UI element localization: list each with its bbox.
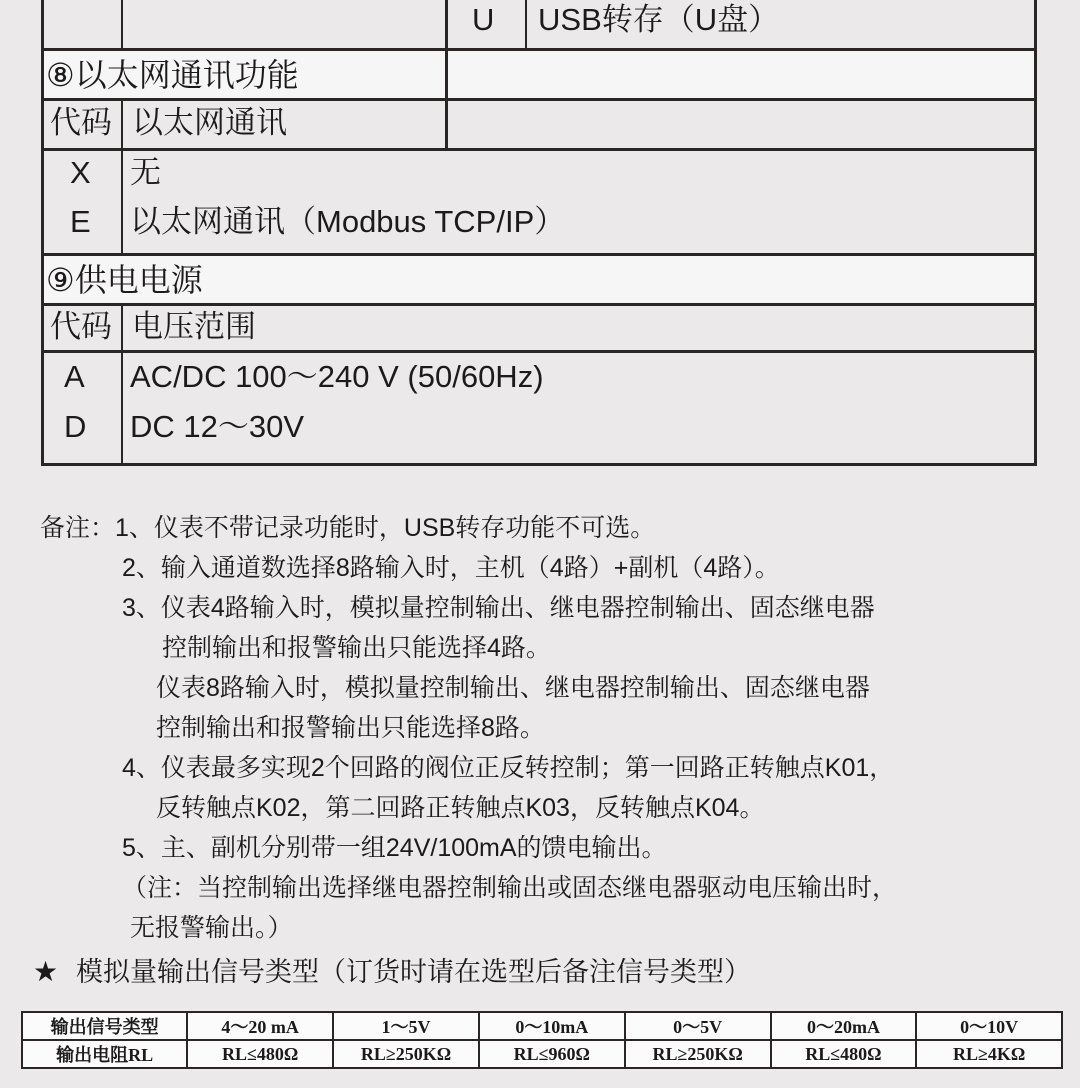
table-cell: 0～10V <box>916 1012 1062 1040</box>
table-header-cell: 输出电阻RL <box>22 1040 187 1068</box>
note-line: 4、仪表最多实现2个回路的阀位正反转控制；第一回路正转触点K01， <box>122 754 895 782</box>
table-cell: RL≤960Ω <box>479 1040 625 1068</box>
table-row <box>22 1040 1062 1068</box>
table-header-cell: 输出信号类型 <box>22 1012 187 1040</box>
section8-option-label: 以太网通讯（Modbus TCP/IP） <box>130 204 566 239</box>
section9-col-code: 代码 <box>50 309 112 344</box>
table-cell: RL≥4KΩ <box>916 1040 1062 1068</box>
top-row-label: USB转存（U盘） <box>538 2 780 37</box>
note-line: 控制输出和报警输出只能选择8路。 <box>156 714 545 742</box>
section9-option-code: D <box>64 409 87 444</box>
table-row <box>22 1012 1062 1040</box>
section9-title: ⑨供电电源 <box>46 262 203 298</box>
top-row-code: U <box>472 2 495 37</box>
note-line: 仪表8路输入时，模拟量控制输出、继电器控制输出、固态继电器 <box>156 674 870 702</box>
section9-col-name: 电压范围 <box>132 309 256 344</box>
table-cell: 4～20 mA <box>187 1012 333 1040</box>
table-cell: 0～10mA <box>479 1012 625 1040</box>
note-line: 反转触点K02，第二回路正转触点K03，反转触点K04。 <box>156 794 765 822</box>
note-line: （注：当控制输出选择继电器控制输出或固态继电器驱动电压输出时， <box>122 874 898 902</box>
table-cell: RL≤480Ω <box>771 1040 917 1068</box>
signal-table <box>21 1011 1063 1069</box>
analog-section-title: 模拟量输出信号类型（订货时请在选型后备注信号类型） <box>76 957 751 987</box>
table-cell: 0～5V <box>625 1012 771 1040</box>
note-line: 5、主、副机分别带一组24V/100mA的馈电输出。 <box>122 834 667 862</box>
section9-option-label: DC 12～30V <box>130 409 305 444</box>
note-line: 3、仪表4路输入时，模拟量控制输出、继电器控制输出、固态继电器 <box>122 594 875 622</box>
note-line: 无报警输出。） <box>130 914 293 942</box>
note-line: 备注：1、仪表不带记录功能时，USB转存功能不可选。 <box>40 514 656 542</box>
star-icon: ★ <box>33 956 59 987</box>
section8-option-code: E <box>70 204 91 239</box>
section9-option-code: A <box>64 359 85 394</box>
table-cell: RL≥250KΩ <box>625 1040 771 1068</box>
table-cell: 0～20mA <box>771 1012 917 1040</box>
section8-col-code: 代码 <box>50 105 112 140</box>
section8-option-label: 无 <box>130 155 161 190</box>
section8-title: ⑧以太网通讯功能 <box>46 57 299 93</box>
section9-option-label: AC/DC 100～240 V (50/60Hz) <box>130 359 544 394</box>
table-cell: RL≤480Ω <box>187 1040 333 1068</box>
section8-option-code: X <box>70 155 91 190</box>
note-line: 2、输入通道数选择8路输入时，主机（4路）+副机（4路）。 <box>122 554 780 582</box>
note-line: 控制输出和报警输出只能选择4路。 <box>162 634 551 662</box>
section8-col-name: 以太网通讯 <box>132 105 287 140</box>
table-cell: 1～5V <box>333 1012 479 1040</box>
table-cell: RL≥250KΩ <box>333 1040 479 1068</box>
